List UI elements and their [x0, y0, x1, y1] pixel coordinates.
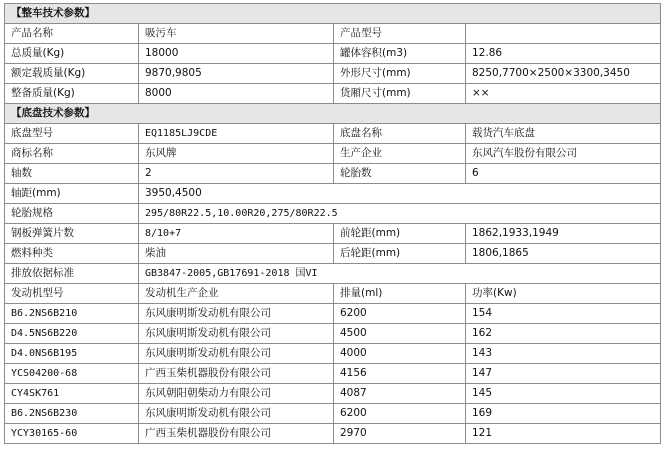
engine-displacement: 4087	[334, 384, 466, 404]
table-row	[5, 404, 661, 424]
spec-sheet	[4, 3, 660, 444]
field-value: 柴油	[139, 244, 334, 264]
field-label: 钢板弹簧片数	[5, 224, 139, 244]
field-label: 整备质量(Kg)	[5, 84, 139, 104]
engine-maker: 广西玉柴机器股份有限公司	[139, 424, 334, 444]
table-row	[5, 124, 661, 144]
field-label: 前轮距(mm)	[334, 224, 466, 244]
section-header-chassis	[5, 104, 661, 124]
table-row	[5, 84, 661, 104]
table-row	[5, 204, 661, 224]
engine-model: D4.0NS6B195	[5, 344, 139, 364]
field-label: 轴距(mm)	[5, 184, 139, 204]
field-label: 燃料种类	[5, 244, 139, 264]
field-value	[466, 24, 661, 44]
field-value: 1806,1865	[466, 244, 661, 264]
engine-displacement: 4156	[334, 364, 466, 384]
field-value: 12.86	[466, 44, 661, 64]
table-row	[5, 164, 661, 184]
field-label: 产品型号	[334, 24, 466, 44]
engine-power: 121	[466, 424, 661, 444]
field-label: 产品名称	[5, 24, 139, 44]
field-value: 295/80R22.5,10.00R20,275/80R22.5	[139, 204, 661, 224]
column-header: 发动机型号	[5, 284, 139, 304]
table-row	[5, 344, 661, 364]
section-title-chassis: 【底盘技术参数】	[5, 104, 661, 124]
field-label: 货厢尺寸(mm)	[334, 84, 466, 104]
engine-power: 154	[466, 304, 661, 324]
field-value: 载货汽车底盘	[466, 124, 661, 144]
table-row	[5, 364, 661, 384]
field-label: 额定载质量(Kg)	[5, 64, 139, 84]
engine-displacement: 6200	[334, 304, 466, 324]
engine-power: 143	[466, 344, 661, 364]
engine-model: D4.5NS6B220	[5, 324, 139, 344]
column-header: 排量(ml)	[334, 284, 466, 304]
engine-maker: 东风康明斯发动机有限公司	[139, 404, 334, 424]
table-row	[5, 44, 661, 64]
field-label: 底盘型号	[5, 124, 139, 144]
table-row	[5, 144, 661, 164]
engine-maker: 东风朝阳朝柴动力有限公司	[139, 384, 334, 404]
engine-power: 162	[466, 324, 661, 344]
engine-model: B6.2NS6B230	[5, 404, 139, 424]
table-row	[5, 24, 661, 44]
table-row	[5, 184, 661, 204]
field-label: 轴数	[5, 164, 139, 184]
engine-maker: 东风康明斯发动机有限公司	[139, 344, 334, 364]
field-label: 生产企业	[334, 144, 466, 164]
field-value: 8/10+7	[139, 224, 334, 244]
field-value: 东风汽车股份有限公司	[466, 144, 661, 164]
engine-displacement: 6200	[334, 404, 466, 424]
field-label: 总质量(Kg)	[5, 44, 139, 64]
column-header: 发动机生产企业	[139, 284, 334, 304]
field-value: 8000	[139, 84, 334, 104]
table-row	[5, 424, 661, 444]
engine-maker: 广西玉柴机器股份有限公司	[139, 364, 334, 384]
engine-displacement: 4000	[334, 344, 466, 364]
field-value: 东风牌	[139, 144, 334, 164]
table-row	[5, 224, 661, 244]
column-header: 功率(Kw)	[466, 284, 661, 304]
section-title-vehicle: 【整车技术参数】	[5, 4, 661, 24]
field-value: ××	[466, 84, 661, 104]
engine-power: 147	[466, 364, 661, 384]
field-value: EQ1185LJ9CDE	[139, 124, 334, 144]
section-header-vehicle	[5, 4, 661, 24]
field-value: 3950,4500	[139, 184, 661, 204]
field-label: 轮胎规格	[5, 204, 139, 224]
field-value: 18000	[139, 44, 334, 64]
engine-model: YCY30165-60	[5, 424, 139, 444]
field-label: 罐体容积(m3)	[334, 44, 466, 64]
engine-power: 169	[466, 404, 661, 424]
field-value: 6	[466, 164, 661, 184]
field-value: 8250,7700×2500×3300,3450	[466, 64, 661, 84]
table-row	[5, 324, 661, 344]
field-label: 底盘名称	[334, 124, 466, 144]
table-row	[5, 384, 661, 404]
table-row	[5, 304, 661, 324]
engine-maker: 东风康明斯发动机有限公司	[139, 324, 334, 344]
engine-header-row	[5, 284, 661, 304]
engine-model: B6.2NS6B210	[5, 304, 139, 324]
table-row	[5, 64, 661, 84]
engine-model: CY4SK761	[5, 384, 139, 404]
engine-displacement: 2970	[334, 424, 466, 444]
table-row	[5, 264, 661, 284]
engine-power: 145	[466, 384, 661, 404]
field-label: 外形尺寸(mm)	[334, 64, 466, 84]
field-value: 9870,9805	[139, 64, 334, 84]
field-label: 排放依据标准	[5, 264, 139, 284]
field-value: 1862,1933,1949	[466, 224, 661, 244]
field-value: 吸污车	[139, 24, 334, 44]
table-row	[5, 244, 661, 264]
field-label: 轮胎数	[334, 164, 466, 184]
field-value: 2	[139, 164, 334, 184]
field-label: 商标名称	[5, 144, 139, 164]
engine-displacement: 4500	[334, 324, 466, 344]
field-value: GB3847-2005,GB17691-2018 国VI	[139, 264, 661, 284]
spec-table	[4, 3, 661, 444]
field-label: 后轮距(mm)	[334, 244, 466, 264]
engine-maker: 东风康明斯发动机有限公司	[139, 304, 334, 324]
engine-model: YCS04200-68	[5, 364, 139, 384]
